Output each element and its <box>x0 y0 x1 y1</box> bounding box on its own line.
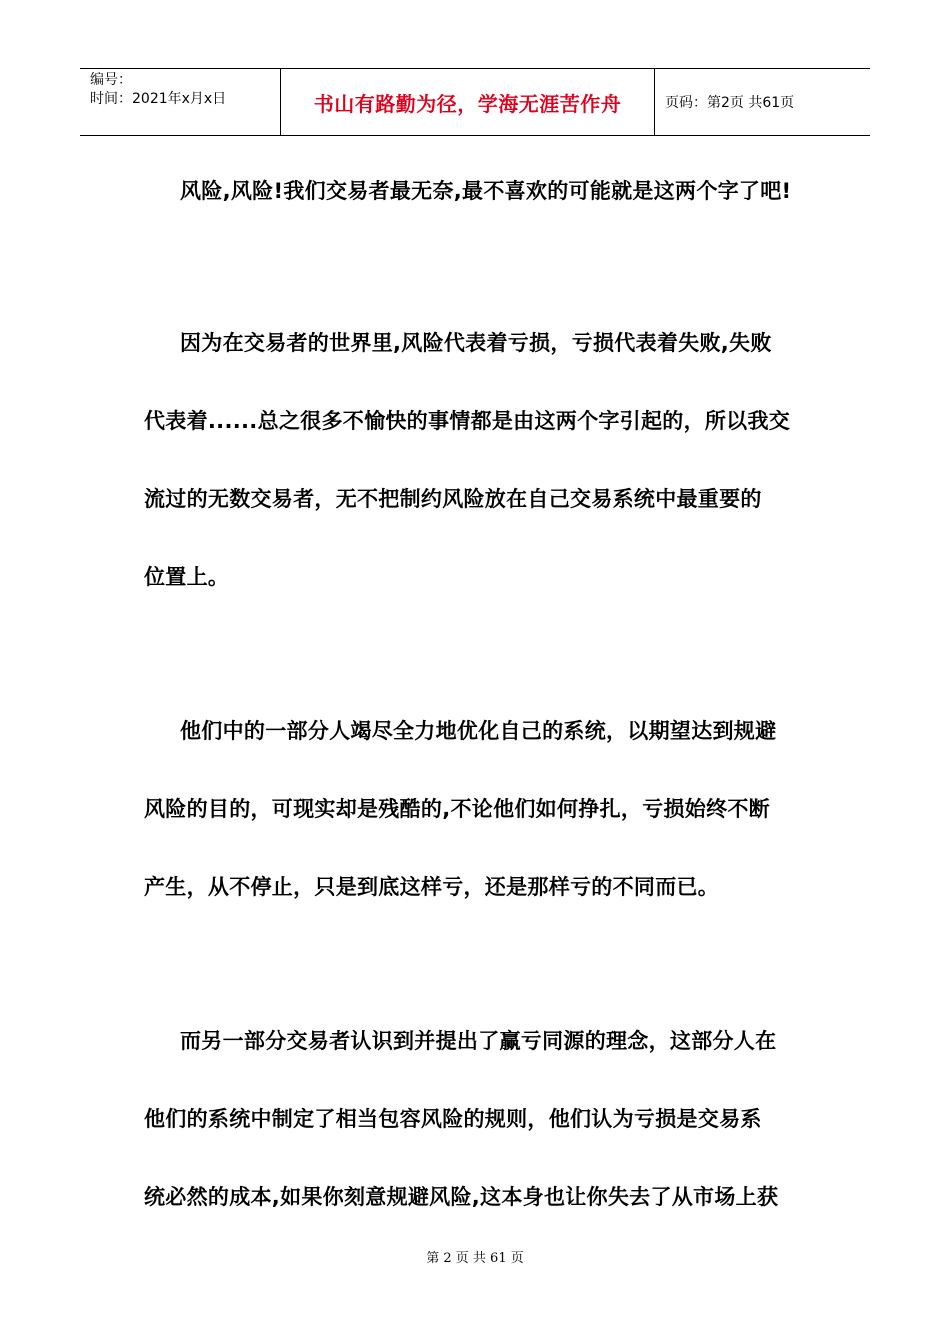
header-motto-cell <box>281 69 655 135</box>
header-page-cell <box>655 69 870 135</box>
header-meta-cell <box>80 69 281 135</box>
page-info: 页码：第2页 共61页 <box>665 95 795 111</box>
paragraph-3-line-1: 他们中的一部分人竭尽全力地优化自己的系统，以期望达到规避 <box>180 719 777 743</box>
time-label: 时间：2021年x月x日 <box>90 91 227 107</box>
paragraph-4-line-2: 他们的系统中制定了相当包容风险的规则，他们认为亏损是交易系 <box>144 1107 762 1131</box>
paragraph-2-line-4: 位置上。 <box>144 565 230 589</box>
paragraph-3-line-3: 产生，从不停止，只是到底这样亏，还是那样亏的不同而已。 <box>144 875 720 899</box>
page-footer: 第 2 页 共 61 页 <box>426 1251 524 1266</box>
paragraph-1-line-1: 风险,风险!我们交易者最无奈,最不喜欢的可能就是这两个字了吧! <box>180 179 792 203</box>
number-label: 编号： <box>90 72 132 88</box>
paragraph-2-line-1: 因为在交易者的世界里,风险代表着亏损，亏损代表着失败,失败 <box>180 331 772 355</box>
paragraph-4-line-3: 统必然的成本,如果你刻意规避风险,这本身也让你失去了从市场上获 <box>144 1185 779 1209</box>
paragraph-2-line-3: 流过的无数交易者，无不把制约风险放在自己交易系统中最重要的 <box>144 487 762 511</box>
paragraph-4-line-1: 而另一部分交易者认识到并提出了赢亏同源的理念，这部分人在 <box>180 1029 777 1053</box>
paragraph-2-line-2: 代表着......总之很多不愉快的事情都是由这两个字引起的，所以我交 <box>144 409 791 433</box>
motto-text: 书山有路勤为径，学海无涯苦作舟 <box>313 91 622 116</box>
paragraph-3-line-2: 风险的目的，可现实却是残酷的,不论他们如何挣扎，亏损始终不断 <box>144 797 770 821</box>
header-table <box>80 68 870 136</box>
